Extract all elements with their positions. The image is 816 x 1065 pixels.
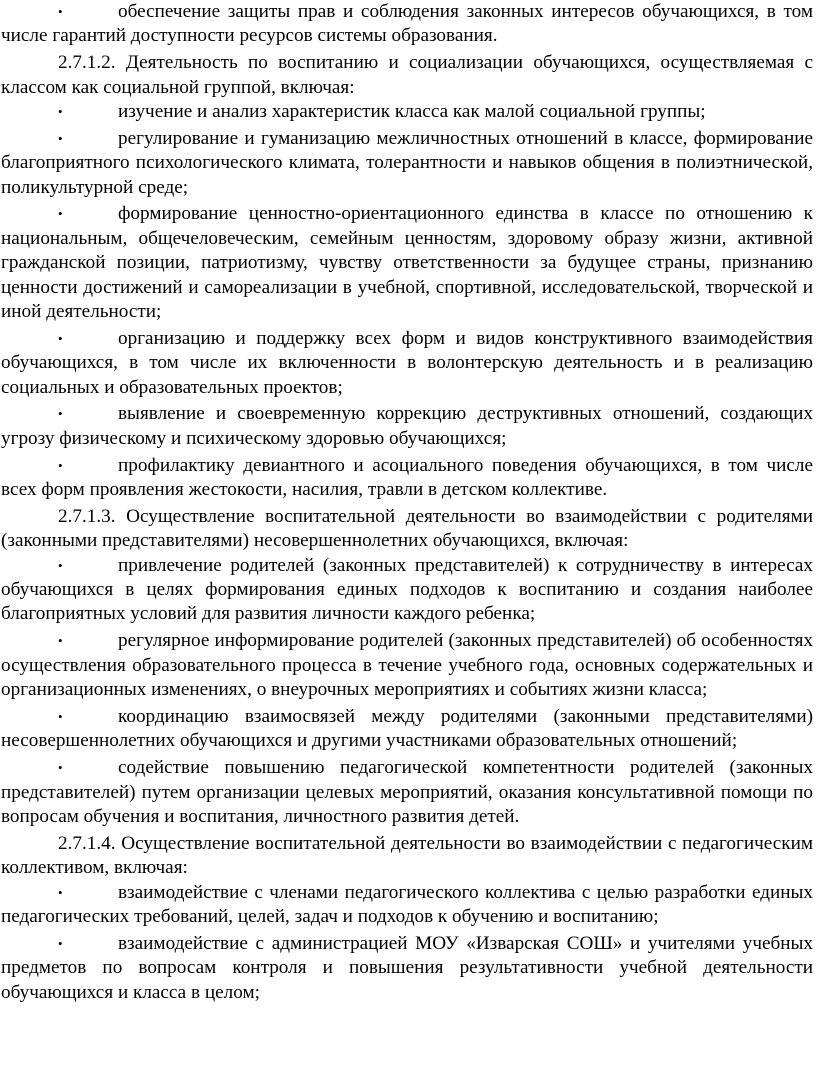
list-item [1,100,813,124]
list-item [1,881,813,930]
section-paragraph: 2.7.1.3. Осуществление воспитательной деятельности во взаимодействии с родителями (законными представителями) несовершеннолетних обучающихся, включая: [1,505,813,552]
list-item [1,756,813,829]
list-item [1,402,813,451]
document-page [1,0,813,1007]
section-paragraph: 2.7.1.2. Деятельность по воспитанию и социализации обучающихся, осуществляемая с классом как социальной группой, включая: [1,52,813,98]
bullet-icon: • [58,104,63,120]
list-item-text: профилактику девиантного и асоциального поведения обучающихся, в том числе всех форм проявления жестокости, насилия, травли в детском коллективе. [1,454,813,501]
bullet-icon: • [58,130,63,146]
list-item [1,554,813,627]
list-item-text: регулярное информирование родителей (законных представителей) об особенностях осуществления образовательного процесса в течение учебного года, основных содержательных и организационных изменениях, о внеурочных мероприятиях и событиях жизни класса; [1,630,813,701]
list-item [1,327,813,400]
list-item-text: организацию и поддержку всех форм и видов конструктивного взаимодействия обучающихся, в том числе их включенности в волонтерскую деятельность и в реализацию социальных и образовательных проектов; [1,327,813,398]
bullet-icon: • [58,206,63,222]
list-item-text: взаимодействие с членами педагогического коллектива с целью разработки единых педагогических требований, целей, задач и подходов к обучению и воспитанию; [1,881,813,927]
bullet-icon: • [58,884,63,900]
list-item [1,127,813,200]
list-item-text: изучение и анализ характеристик класса как малой социальной группы; [118,101,706,123]
list-item-text: содействие повышению педагогической компетентности родителей (законных представителей) путем организации целевых мероприятий, оказания консультативной помощи по вопросам обучения и воспитания, личностного развития детей. [1,757,813,827]
list-item [1,202,813,324]
list-item [1,705,813,754]
bullet-icon: • [58,708,63,724]
list-item [1,0,813,49]
bullet-icon: • [58,4,63,19]
list-item-text: выявление и своевременную коррекцию деструктивных отношений, создающих угрозу физическому и психическому здоровью обучающихся; [1,403,813,449]
bullet-icon: • [58,457,63,473]
list-item-text: обеспечение защиты прав и соблюдения законных интересов обучающихся, в том числе гарантий доступности ресурсов системы образования. [1,1,813,47]
list-item-text: формирование ценностно-ориентационного единства в классе по отношению к национальным, общечеловеческим, семейным ценностям, здоровому образу жизни, активной гражданской позиции, патриотизму, чувству ответственности за будущее страны, признанию ценности достижений и самореализации в учебной, спортивной, исследовательской, творческой и иной деятельности; [1,203,813,323]
list-item-text: привлечение родителей (законных представителей) к сотрудничеству в интересах обучающихся в целях формирования единых подходов к воспитанию и создания наиболее благоприятных условий для развития личности каждого ребенка; [1,554,813,625]
list-item-text: взаимодействие с администрацией МОУ «Изварская СОШ» и учителями учебных предметов по вопросам контроля и повышения результативности учебной деятельности обучающихся и класса в целом; [1,932,813,1003]
section-paragraph: 2.7.1.4. Осуществление воспитательной деятельности во взаимодействии с педагогическим коллективом, включая: [1,832,813,879]
bullet-icon: • [58,633,63,649]
bullet-icon: • [58,935,63,951]
bullet-icon: • [58,557,63,573]
list-item [1,629,813,702]
list-item [1,932,813,1005]
list-item-text: регулирование и гуманизацию межличностных отношений в классе, формирование благоприятного психологического климата, толерантности и навыков общения в полиэтнической, поликультурной среде; [1,127,813,198]
bullet-icon: • [58,760,63,776]
list-item-text: координацию взаимосвязей между родителями (законными представителями) несовершеннолетних обучающихся и другими участниками образовательных отношений; [1,705,813,752]
list-item [1,454,813,503]
bullet-icon: • [58,330,63,346]
bullet-icon: • [58,406,63,422]
